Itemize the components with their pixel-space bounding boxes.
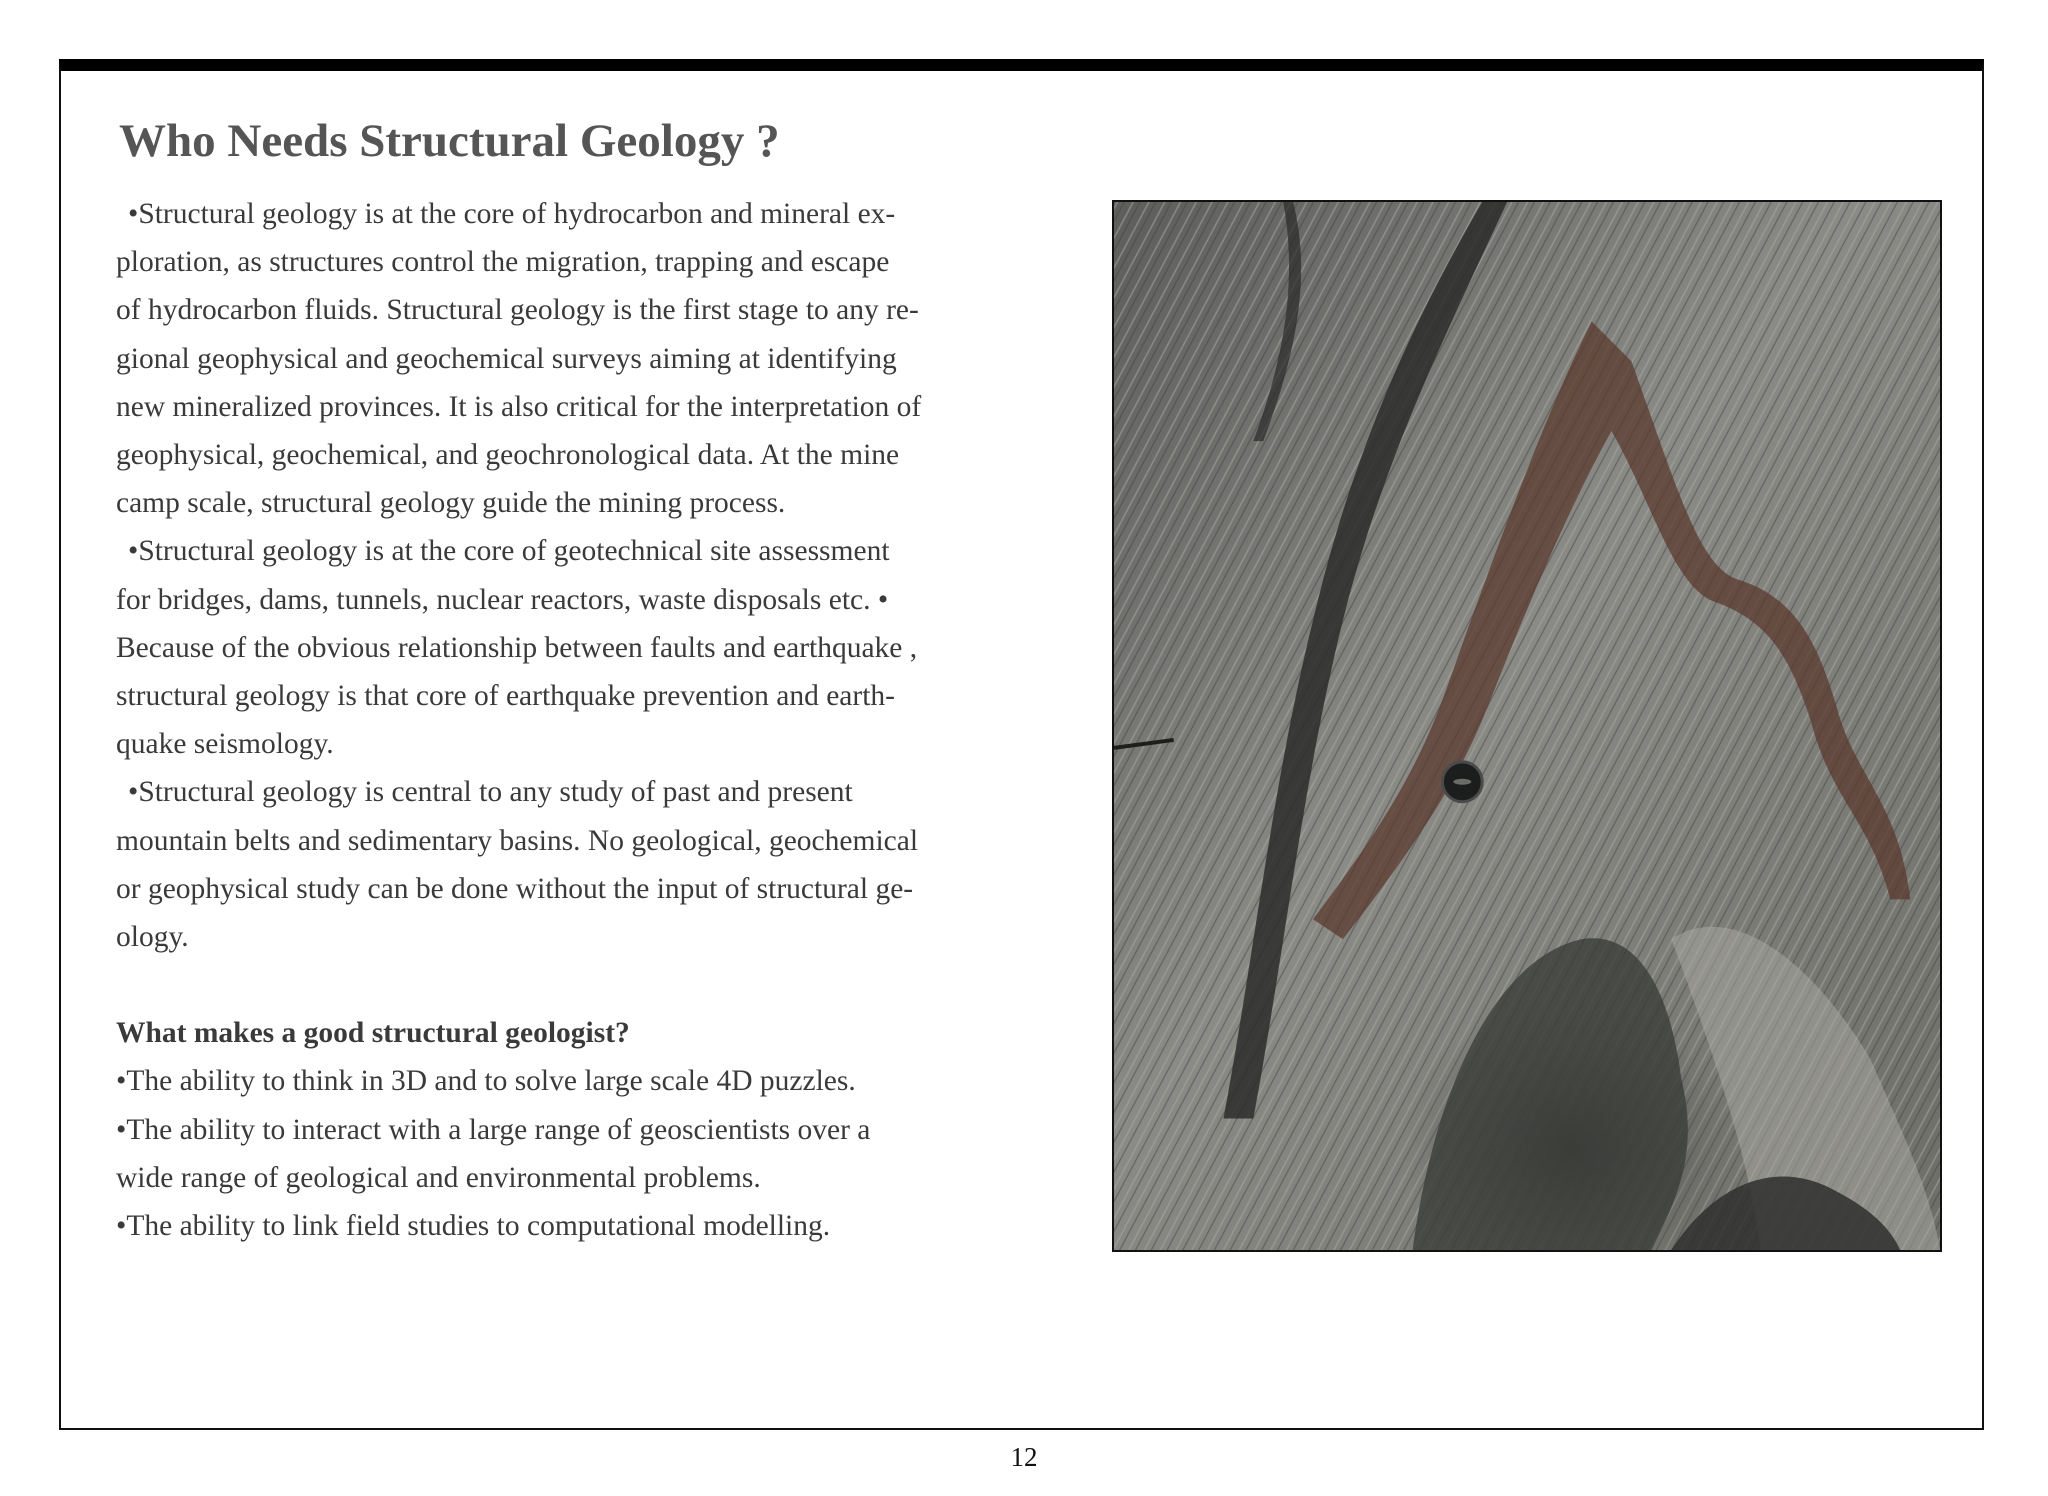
text-line: geophysical, geochemical, and geochronological data. At the mine <box>116 439 900 472</box>
qualities-section <box>116 1009 1086 1250</box>
quality-line: •The ability to think in 3D and to solve large scale 4D puzzles. <box>116 1065 856 1098</box>
text-line: quake seismology. <box>116 728 334 761</box>
text-line: •Structural geology is central to any study of past and present <box>128 776 853 809</box>
quality-line: •The ability to interact with a large range of geoscientists over a <box>116 1113 871 1146</box>
text-line: ology. <box>116 921 189 954</box>
text-line: camp scale, structural geology guide the mining process. <box>116 487 786 520</box>
text-line: Because of the obvious relationship between faults and earthquake , <box>116 631 918 664</box>
text-line: •Structural geology is at the core of hydrocarbon and mineral ex- <box>128 198 896 230</box>
text-line: for bridges, dams, tunnels, nuclear reactors, waste disposals etc. • <box>116 583 889 616</box>
quality-line: wide range of geological and environmental problems. <box>116 1161 761 1194</box>
page-title: Who Needs Structural Geology ? <box>119 115 780 167</box>
qualities-heading: What makes a good structural geologist? <box>116 1017 630 1050</box>
text-line: •Structural geology is at the core of geotechnical site assessment <box>128 535 890 568</box>
text-line: structural geology is that core of earthquake prevention and earth- <box>116 680 895 713</box>
text-line: of hydrocarbon fluids. Structural geology is the first stage to any re- <box>116 294 919 327</box>
paragraph <box>116 190 1086 961</box>
quality-line: •The ability to link field studies to computational modelling. <box>116 1210 831 1243</box>
text-line: mountain belts and sedimentary basins. No geological, geochemical <box>116 824 919 857</box>
text-line: ploration, as structures control the migration, trapping and escape <box>116 246 890 279</box>
spacer <box>116 961 1086 1009</box>
main-text <box>116 190 1086 1250</box>
rock-photo-illustration <box>1114 202 1940 1250</box>
text-line: or geophysical study can be done without the input of structural ge- <box>116 872 914 905</box>
text-line: new mineralized provinces. It is also critical for the interpretation of <box>116 390 922 423</box>
page-number: 12 <box>1010 1442 1038 1472</box>
text-line: gional geophysical and geochemical surveys aiming at identifying <box>116 342 897 375</box>
rock-outcrop-photo <box>1112 200 1942 1252</box>
